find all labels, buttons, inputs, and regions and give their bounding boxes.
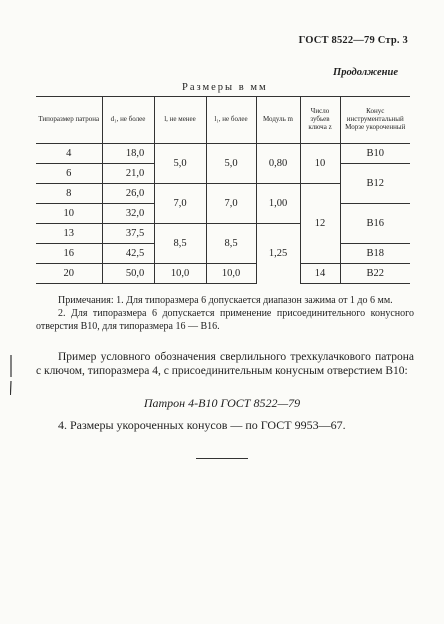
continuation-label: Продолжение (333, 67, 398, 78)
end-rule (196, 458, 248, 459)
cell-d1: 18,0 (102, 144, 154, 164)
cell-cone: B12 (340, 164, 410, 204)
cell-d1: 50,0 (102, 264, 154, 284)
header-module: Модуль m (256, 97, 300, 144)
cell-cone: B16 (340, 204, 410, 244)
cell-size: 4 (66, 148, 72, 159)
notes (36, 294, 414, 333)
cell-z: 10 (300, 144, 340, 184)
sizes-title: Размеры в мм (182, 82, 268, 93)
note-2: 2. Для типоразмера 6 допускается применение присоединительного конусного отверстия B10, для типоразмера 16 — B16. (36, 308, 414, 332)
cell-l: 5,0 (154, 144, 206, 184)
item-4: 4. Размеры укороченных конусов — по ГОСТ 9953—67. (58, 418, 346, 432)
designation-example: Патрон 4-B10 ГОСТ 8522—79 (143, 396, 301, 410)
example-text: Пример условного обозначения сверлильного трехкулачкового патрона с ключом, типоразмера 4, с присоединительным конусным отверстием B10: (36, 351, 414, 377)
cell-cone: B10 (340, 144, 410, 164)
cell-size: 16 (36, 244, 102, 264)
margin-mark-icon (10, 355, 12, 395)
cell-size: 8 (36, 184, 102, 204)
header-d1: d₁, не более (102, 97, 154, 144)
cell-cone: B18 (340, 244, 410, 264)
cell-l: 7,0 (154, 184, 206, 224)
cell-l1: 5,0 (206, 144, 256, 184)
cell-module: 0,80 (256, 144, 300, 184)
header-cone: Конус инструментальный Морзе укороченный (340, 97, 410, 144)
page-header: ГОСТ 8522—79 Стр. 3 (298, 35, 408, 46)
cell-l1: 8,5 (206, 224, 256, 264)
cell-size: 6 (36, 164, 102, 184)
table-row (36, 144, 410, 164)
cell-module: 1,25 (256, 224, 300, 284)
cell-d1: 26,0 (102, 184, 154, 204)
cell-d1: 37,5 (102, 224, 154, 244)
cell-d1: 21,0 (102, 164, 154, 184)
cell-l1: 7,0 (206, 184, 256, 224)
table-header-row (36, 97, 410, 144)
cell-l: 10,0 (154, 264, 206, 284)
header-size: Типоразмер патрона (36, 97, 102, 144)
header-l1: l₁, не более (206, 97, 256, 144)
example-paragraph (36, 351, 414, 378)
cell-d1: 42,5 (102, 244, 154, 264)
cell-d1: 32,0 (102, 204, 154, 224)
table-row (36, 264, 410, 284)
header-l: l, не менее (154, 97, 206, 144)
note-1: Примечания: 1. Для типоразмера 6 допускается диапазон зажима от 1 до 6 мм. (58, 295, 393, 306)
cell-size: 13 (36, 224, 102, 244)
cell-cone: B22 (340, 264, 410, 284)
dimensions-table (36, 96, 410, 284)
cell-module: 1,00 (256, 184, 300, 224)
cell-l: 8,5 (154, 224, 206, 264)
cell-size: 20 (36, 264, 102, 284)
cell-size: 10 (36, 204, 102, 224)
cell-l1: 10,0 (206, 264, 256, 284)
cell-z: 14 (300, 264, 340, 284)
header-z: Число зубьев ключа z (300, 97, 340, 144)
cell-z: 12 (300, 184, 340, 264)
